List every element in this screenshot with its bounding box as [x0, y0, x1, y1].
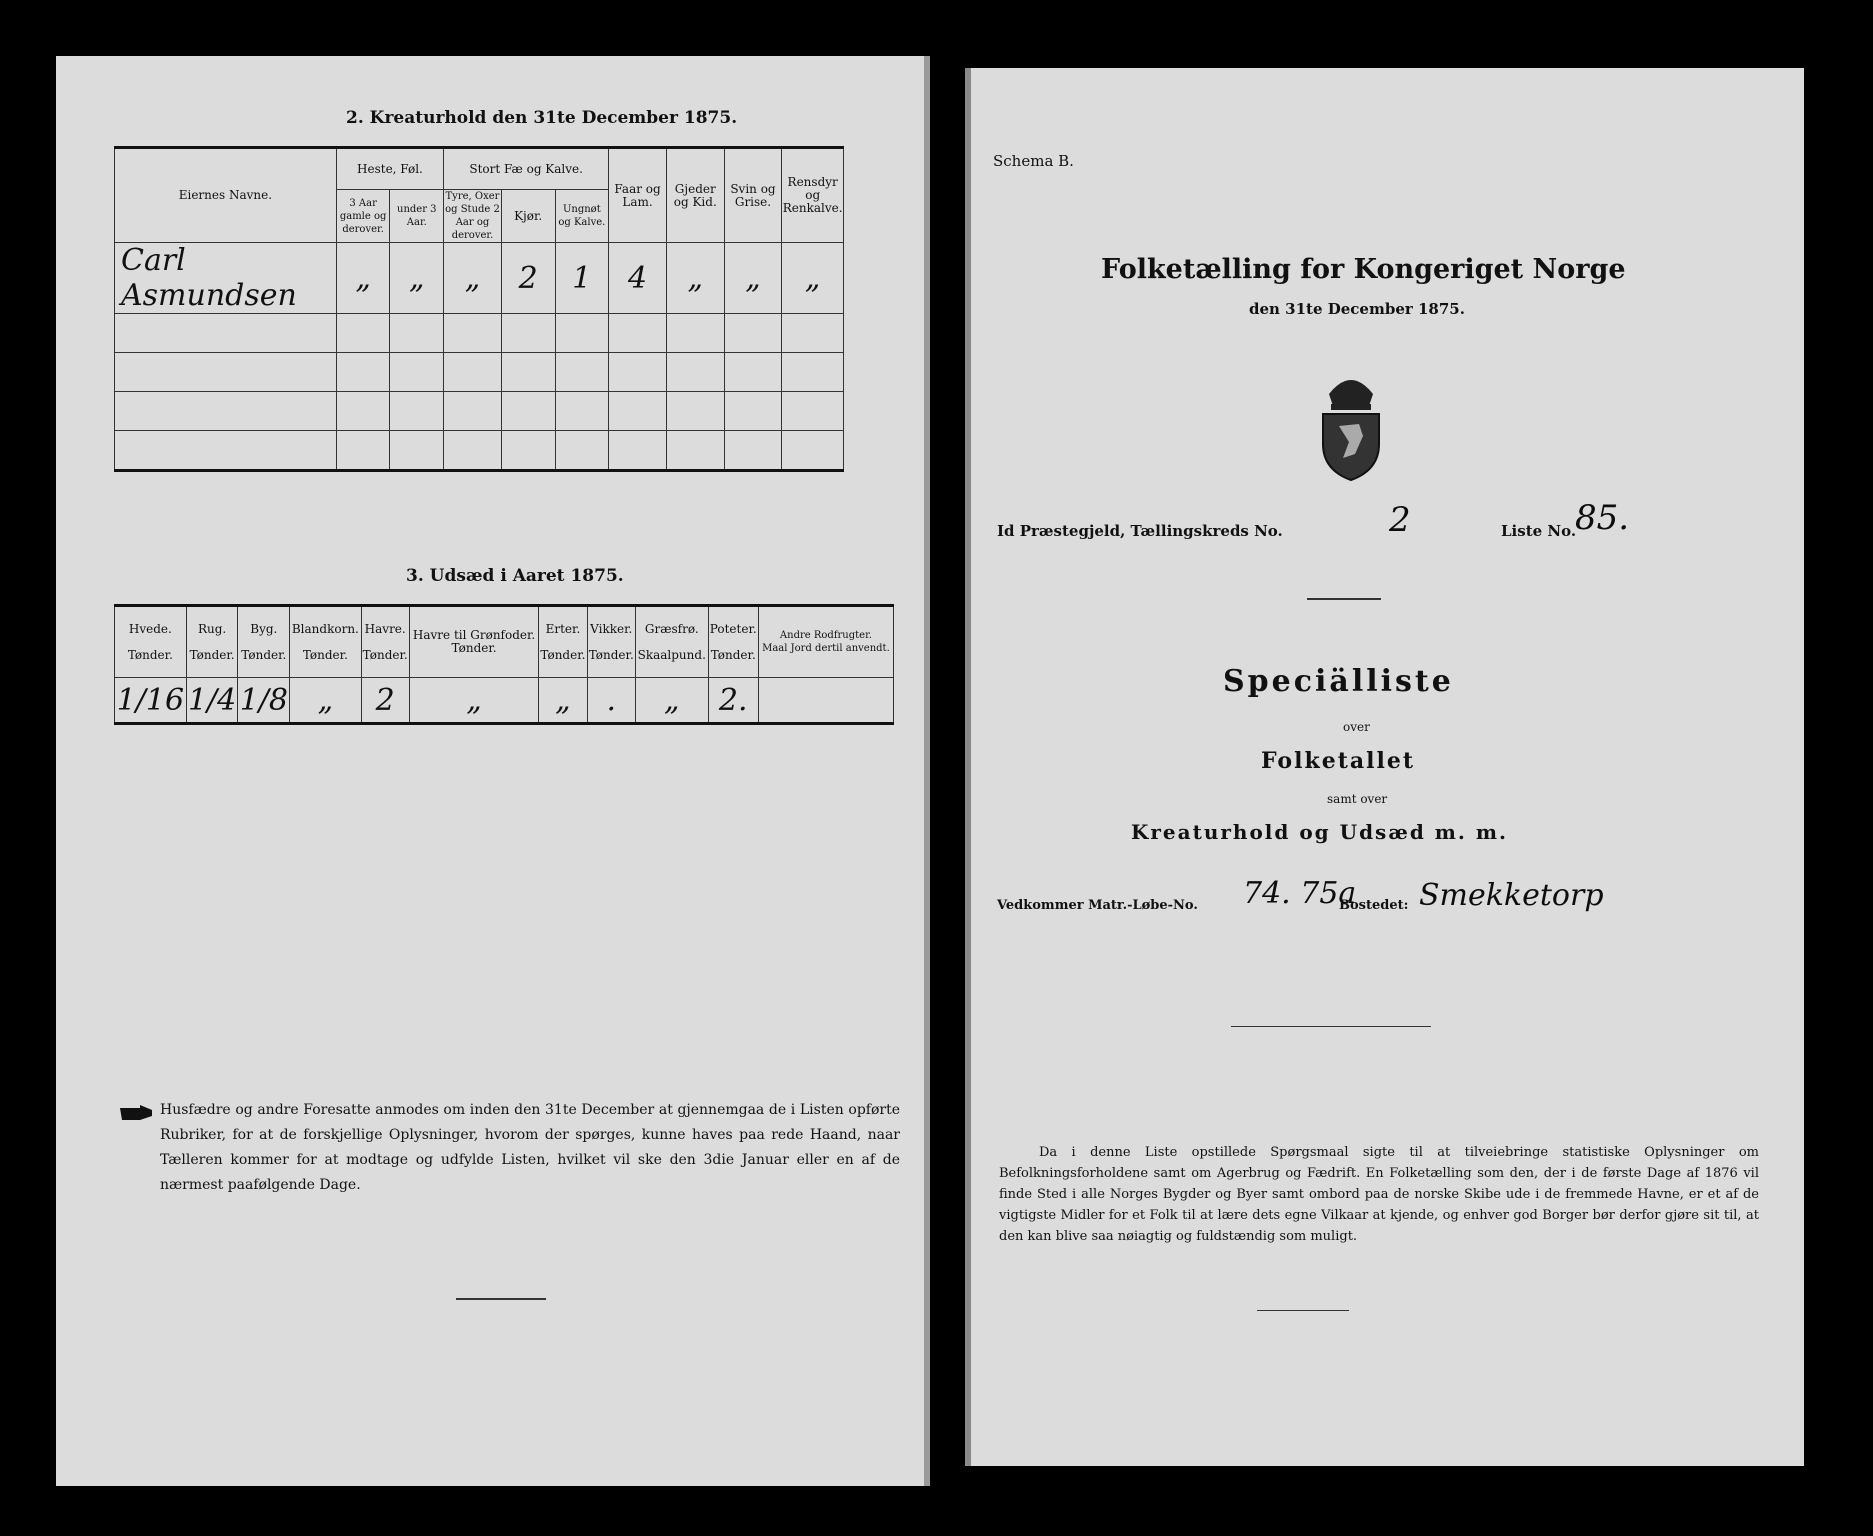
barley-header: Byg. Tønder.	[238, 606, 290, 678]
notice-text: Husfædre og andre Foresatte anmodes om inden den 31te December at gjennemgaa de i Listen opførte Rubriker, for at de forskjellige Oplysninger, hvorom der spørges, kunne haves paa rede Haand, naar Tælleren kommer for at modtage og udfylde Listen, hvilket vil ske den 3die Januar eller en af de nærmest paafølgende Dage.	[160, 1102, 900, 1193]
census-title: Folketælling for Kongeriget Norge	[1101, 254, 1626, 285]
over-label: over	[1343, 720, 1370, 734]
section-2-title: 2. Kreaturhold den 31te December 1875.	[346, 108, 738, 128]
pointing-hand-icon	[118, 1102, 156, 1124]
horses-young-header: under 3 Aar.	[390, 190, 444, 243]
bosted-value: Smekketorp	[1419, 878, 1604, 913]
mixed-grain-header: Blandkorn. Tønder.	[290, 606, 361, 678]
potatoes-header: Poteter. Tønder.	[708, 606, 758, 678]
section-3-title: 3. Udsæd i Aaret 1875.	[406, 566, 624, 586]
oxen-header: Tyre, Oxer og Stude 2 Aar og derover.	[445, 191, 500, 241]
divider	[1231, 1026, 1431, 1027]
livestock-row	[115, 243, 844, 314]
district-number: 2	[1389, 500, 1411, 540]
wheat-value: 1/16	[115, 678, 187, 724]
root-crops-header: Andre Rodfrugter. Maal Jord dertil anvendt.	[758, 606, 893, 678]
livestock-seed-label: Kreaturhold og Udsæd m. m.	[1131, 820, 1508, 844]
schema-label: Schema B.	[993, 152, 1074, 170]
samt-over-label: samt over	[1327, 792, 1388, 806]
divider	[1307, 598, 1381, 600]
goats-value: „	[666, 243, 724, 314]
bosted-label: Bostedet:	[1339, 898, 1409, 913]
barley-value: 1/8	[238, 678, 290, 724]
pigs-header: Svin og Grise.	[724, 148, 782, 243]
list-label: Liste No.	[1501, 522, 1577, 540]
grass-seed-value: „	[635, 678, 708, 724]
reindeer-value: „	[782, 243, 844, 314]
sheep-header: Faar og Lam.	[609, 148, 667, 243]
reindeer-header: Rensdyr og Renkalve.	[782, 148, 844, 243]
vetch-value: .	[587, 678, 635, 724]
matr-number: 74. 75a	[1243, 876, 1357, 911]
horses-old-header: 3 Aar gamle og derover.	[336, 190, 390, 243]
cows-header: Kjør.	[501, 190, 555, 243]
cattle-group-header: Stort Fæ og Kalve.	[444, 148, 609, 190]
horses-old-value: „	[336, 243, 390, 314]
parish-label: Id Præstegjeld, Tællingskreds No.	[997, 522, 1283, 540]
seed-table	[114, 604, 894, 725]
oats-value: 2	[361, 678, 409, 724]
vetch-header: Vikker. Tønder.	[587, 606, 635, 678]
seed-row	[115, 678, 894, 724]
census-date: den 31te December 1875.	[1249, 300, 1465, 318]
empty-row	[115, 431, 844, 471]
pigs-value: „	[724, 243, 782, 314]
divider	[456, 1298, 546, 1300]
sheep-value: 4	[609, 243, 667, 314]
rye-header: Rug. Tønder.	[186, 606, 238, 678]
oxen-value: „	[444, 243, 502, 314]
folketallet-label: Folketallet	[1261, 748, 1415, 774]
root-crops-value	[758, 678, 893, 724]
green-fodder-header: Havre til Grønfoder. Tønder.	[409, 606, 538, 678]
cows-value: 2	[501, 243, 555, 314]
special-list-title: Speciälliste	[1223, 664, 1454, 699]
potatoes-value: 2.	[708, 678, 758, 724]
empty-row	[115, 314, 844, 353]
goats-header: Gjeder og Kid.	[666, 148, 724, 243]
norway-coat-of-arms-icon	[1311, 366, 1391, 482]
peas-header: Erter. Tønder.	[539, 606, 587, 678]
oats-header: Havre. Tønder.	[361, 606, 409, 678]
young-cattle-header: Ungnøt og Kalve.	[555, 190, 609, 243]
peas-value: „	[539, 678, 587, 724]
list-number: 85.	[1575, 498, 1630, 538]
divider	[1257, 1310, 1349, 1311]
young-cattle-value: 1	[555, 243, 609, 314]
rye-value: 1/4	[186, 678, 238, 724]
matr-label: Vedkommer Matr.-Løbe-No.	[997, 898, 1198, 913]
empty-row	[115, 353, 844, 392]
owner-header: Eiernes Navne.	[115, 148, 337, 243]
grass-seed-header: Græsfrø. Skaalpund.	[635, 606, 708, 678]
empty-row	[115, 392, 844, 431]
horses-young-value: „	[390, 243, 444, 314]
green-fodder-value: „	[409, 678, 538, 724]
left-page	[56, 56, 930, 1486]
right-page	[965, 68, 1804, 1466]
horses-group-header: Heste, Føl.	[336, 148, 443, 190]
livestock-table	[114, 146, 844, 472]
mixed-grain-value: „	[290, 678, 361, 724]
wheat-header: Hvede. Tønder.	[115, 606, 187, 678]
info-paragraph: Da i denne Liste opstillede Spørgsmaal sigte til at tilveiebringe statistiske Oplysninger om Befolkningsforholdene samt om Agerbrug og Fædrift. En Folketælling som den, der i de første Dage af 1876 vil finde Sted i alle Norges Bygder og Byer samt ombord paa de norske Skibe ude i de fremmede Havne, er et af de vigtigste Midler for et Folk til at lære dets egne Vilkaar at kjende, og enhver god Borger bør derfor gjøre sit til, at den kan blive saa nøiagtig og fuldstændig som muligt.	[999, 1145, 1759, 1244]
owner-name: Carl Asmundsen	[115, 243, 337, 314]
